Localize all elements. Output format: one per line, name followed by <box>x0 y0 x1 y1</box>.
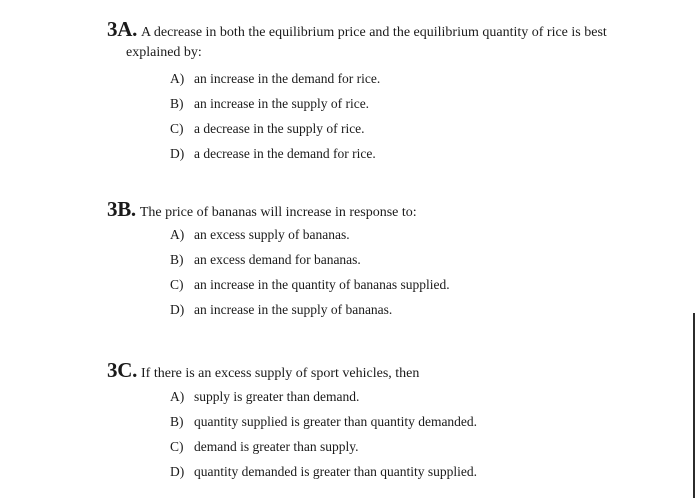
option-text: an increase in the demand for rice. <box>194 71 381 86</box>
option-text: an increase in the quantity of bananas supplied. <box>194 277 450 292</box>
answer-option <box>170 70 380 88</box>
question-number: 3B. <box>107 197 136 221</box>
answer-option <box>170 413 477 431</box>
option-letter: D) <box>170 302 185 317</box>
question-stem <box>107 358 420 383</box>
option-text: an increase in the supply of rice. <box>194 96 370 111</box>
answer-option <box>170 251 361 269</box>
option-text: a decrease in the supply of rice. <box>194 121 365 136</box>
option-text: demand is greater than supply. <box>194 439 359 454</box>
option-text: supply is greater than demand. <box>194 389 360 404</box>
option-letter: A) <box>170 227 185 242</box>
scrollbar-edge[interactable] <box>693 313 695 498</box>
option-text: an excess supply of bananas. <box>194 227 350 242</box>
option-letter: D) <box>170 146 185 161</box>
option-letter: C) <box>170 121 184 136</box>
question-stem <box>107 17 607 42</box>
answer-option <box>170 120 365 138</box>
answer-option <box>170 438 358 456</box>
option-letter: A) <box>170 389 185 404</box>
answer-option <box>170 95 369 113</box>
answer-option <box>170 145 376 163</box>
answer-option <box>170 226 350 244</box>
option-text: quantity demanded is greater than quantity supplied. <box>194 464 478 479</box>
option-letter: B) <box>170 96 184 111</box>
question-number: 3A. <box>107 17 138 41</box>
question-text: The price of bananas will increase in response to: <box>139 205 417 220</box>
option-text: an increase in the supply of bananas. <box>194 302 393 317</box>
answer-option <box>170 301 392 319</box>
option-letter: C) <box>170 277 184 292</box>
option-letter: B) <box>170 252 184 267</box>
option-text: quantity supplied is greater than quantity demanded. <box>194 414 478 429</box>
question-number: 3C. <box>107 358 138 382</box>
option-letter: D) <box>170 464 185 479</box>
answer-option <box>170 276 450 294</box>
option-letter: A) <box>170 71 185 86</box>
question-text: A decrease in both the equilibrium price and the equilibrium quantity of rice is best <box>141 25 607 40</box>
answer-option <box>170 463 477 481</box>
answer-option <box>170 388 359 406</box>
option-letter: B) <box>170 414 184 429</box>
question-text: If there is an excess supply of sport vehicles, then <box>141 366 420 381</box>
option-text: a decrease in the demand for rice. <box>194 146 376 161</box>
option-text: an excess demand for bananas. <box>194 252 361 267</box>
question-stem <box>107 197 417 222</box>
question-text-continued: explained by: <box>126 45 202 60</box>
option-letter: C) <box>170 439 184 454</box>
